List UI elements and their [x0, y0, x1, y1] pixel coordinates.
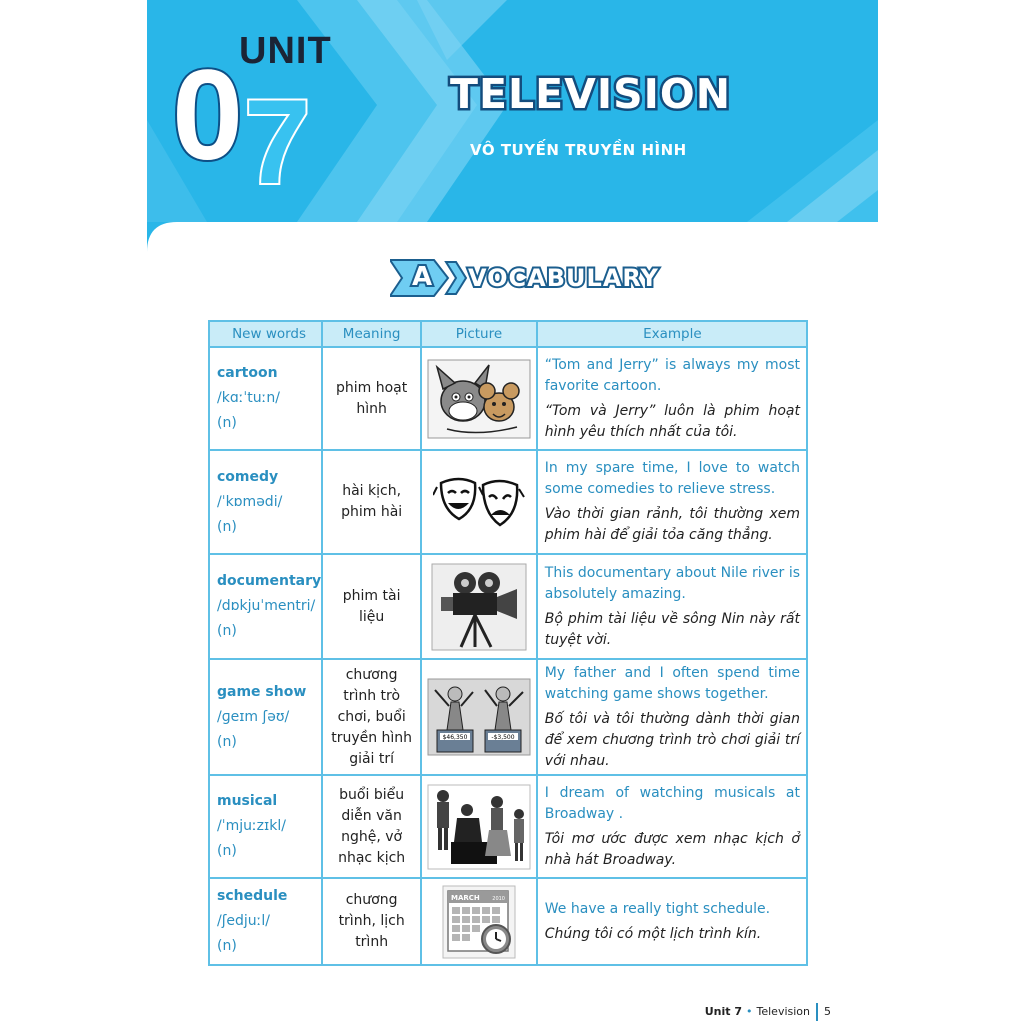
- table-header-row: [209, 321, 807, 347]
- example-vietnamese: “Tom và Jerry” luôn là phim hoạt hình yêu thích nhất của tôi.: [544, 402, 800, 440]
- header-example: Example: [537, 321, 807, 347]
- word-cell: [209, 554, 322, 659]
- picture-cell: [421, 878, 537, 965]
- word-cell: [209, 347, 322, 450]
- part-of-speech: (n): [217, 938, 237, 954]
- example-vietnamese: Bố tôi và tôi thường dành thời gian để xem chương trình trò chơi giải trí với nhau.: [544, 710, 800, 769]
- unit-title: TELEVISION: [450, 70, 732, 118]
- word: musical: [217, 793, 278, 809]
- unit-number-digit-0: 0: [172, 44, 244, 187]
- example-cell: [537, 450, 807, 554]
- word: comedy: [217, 468, 279, 485]
- example-english: My father and I often spend time watching game shows together.: [544, 664, 800, 702]
- cartoon-cat-mouse-icon: [427, 359, 531, 439]
- table-row: [209, 878, 807, 965]
- footer-divider: [816, 1003, 818, 1021]
- part-of-speech: (n): [217, 733, 237, 750]
- calendar-clock-icon: [442, 885, 516, 959]
- word-cell: [209, 659, 322, 775]
- pronunciation: /ˈkɒmədi/: [217, 493, 283, 510]
- word-cell: [209, 775, 322, 878]
- example-cell: [537, 554, 807, 659]
- unit-label: UNIT: [239, 30, 332, 72]
- word: schedule: [217, 888, 288, 904]
- example-english: This documentary about Nile river is absolutely amazing.: [544, 564, 800, 602]
- table-row: [209, 659, 807, 775]
- example-vietnamese: Vào thời gian rảnh, tôi thường xem phim hài để giải tỏa căng thẳng.: [544, 506, 800, 543]
- picture-cell: [421, 775, 537, 878]
- word: game show: [217, 683, 307, 700]
- example-cell: [537, 775, 807, 878]
- vocabulary-table: [208, 320, 808, 966]
- pronunciation: /ʃedjuːl/: [217, 913, 271, 929]
- word: cartoon: [217, 365, 278, 381]
- table-row: [209, 554, 807, 659]
- calendar-year: 2010: [492, 895, 505, 902]
- example-vietnamese: Bộ phim tài liệu về sông Nin này rất tuyệt vời.: [544, 610, 800, 648]
- meaning: hài kịch, phim hài: [322, 450, 421, 554]
- example-english: “Tom and Jerry” is always my most favorite cartoon.: [544, 356, 800, 394]
- section-title: VOCABULARY: [468, 264, 659, 292]
- meaning: chương trình, lịch trình: [322, 878, 421, 965]
- footer-separator-dot: •: [746, 1005, 753, 1018]
- section-heading: [390, 258, 659, 298]
- word: documentary: [217, 573, 322, 589]
- film-camera-icon: [431, 563, 527, 651]
- page-number: 5: [824, 1005, 831, 1018]
- picture-cell: [421, 450, 537, 554]
- meaning: buổi biểu diễn văn nghệ, vở nhạc kịch: [322, 775, 421, 878]
- word-cell: [209, 878, 322, 965]
- footer-unit: Unit 7: [704, 1005, 742, 1018]
- header-picture: Picture: [421, 321, 537, 347]
- table-row: [209, 347, 807, 450]
- calendar-month: MARCH: [450, 893, 480, 902]
- meaning: chương trình trò chơi, buổi truyền hình giải trí: [322, 659, 421, 775]
- table-row: [209, 450, 807, 554]
- pronunciation: /dɒkjuˈmentri/: [217, 598, 316, 614]
- example-cell: [537, 659, 807, 775]
- footer-topic: Television: [756, 1005, 810, 1018]
- musicians-photo-icon: [427, 784, 531, 870]
- word-cell: [209, 450, 322, 554]
- pronunciation: /kɑːˈtuːn/: [217, 390, 280, 406]
- example-vietnamese: Tôi mơ ước được xem nhạc kịch ở nhà hát Broadway.: [544, 830, 800, 868]
- theater-masks-icon: [433, 473, 525, 531]
- banner-curve: [147, 222, 878, 252]
- pronunciation: /ˈmjuːzɪkl/: [217, 818, 286, 834]
- example-cell: [537, 347, 807, 450]
- meaning: phim hoạt hình: [322, 347, 421, 450]
- example-english: I dream of watching musicals at Broadway .: [544, 784, 800, 822]
- meaning: phim tài liệu: [322, 554, 421, 659]
- contestant-score-1: $46,350: [442, 734, 468, 741]
- part-of-speech: (n): [217, 623, 237, 639]
- pronunciation: /ɡeɪm ʃəʊ/: [217, 708, 290, 725]
- example-english: In my spare time, I love to watch some comedies to relieve stress.: [544, 460, 800, 497]
- example-english: We have a really tight schedule.: [544, 900, 771, 917]
- example-vietnamese: Chúng tôi có một lịch trình kín.: [544, 925, 762, 942]
- picture-cell: [421, 659, 537, 775]
- unit-subtitle: VÔ TUYẾN TRUYỀN HÌNH: [470, 141, 687, 159]
- part-of-speech: (n): [217, 415, 237, 431]
- part-of-speech: (n): [217, 843, 237, 859]
- header-new-words: New words: [209, 321, 322, 347]
- example-cell: [537, 878, 807, 965]
- section-letter: A: [412, 262, 433, 292]
- unit-number-digit-7: 7: [244, 75, 311, 209]
- picture-cell: [421, 347, 537, 450]
- contestant-score-2: -$3,500: [491, 734, 515, 741]
- page-footer: [705, 1003, 831, 1021]
- picture-cell: [421, 554, 537, 659]
- table-row: [209, 775, 807, 878]
- part-of-speech: (n): [217, 518, 237, 535]
- game-show-contestants-icon: [427, 678, 531, 756]
- header-meaning: Meaning: [322, 321, 421, 347]
